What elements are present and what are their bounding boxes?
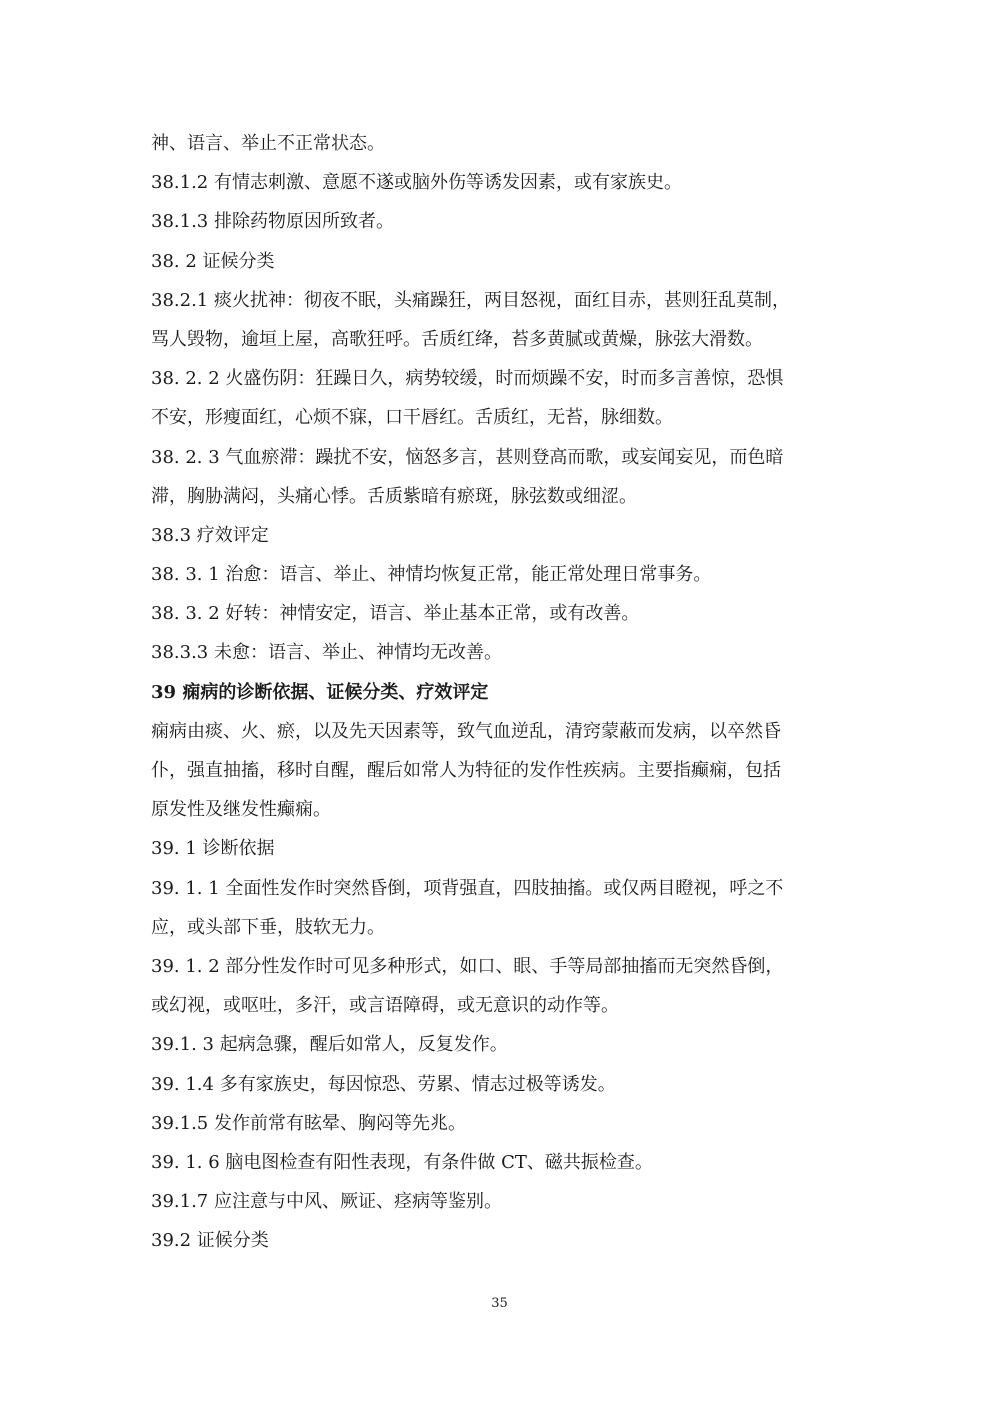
text-line: 38.1.3 排除药物原因所致者。 [151,211,394,233]
text-line: 38.3.3 未愈：语言、举止、神情均无改善。 [151,642,502,664]
text-line: 原发性及继发性癫痫。 [151,799,331,821]
text-line: 滞，胸胁满闷，头痛心悸。舌质紫暗有瘀斑，脉弦数或细涩。 [151,485,637,507]
text-line: 38.1.2 有情志刺激、意愿不遂或脑外伤等诱发因素，或有家族史。 [151,172,682,194]
body-text [151,124,851,1260]
text-line: 仆，强直抽搐，移时自醒，醒后如常人为特征的发作性疾病。主要指癫痫，包括 [151,760,781,781]
text-line: 39.2 证候分类 [151,1230,269,1252]
page-number: 35 [491,1296,508,1311]
text-line: 38.2.1 痰火扰神：彻夜不眠，头痛躁狂，两目怒视，面红目赤，甚则狂乱莫制， [151,289,790,311]
text-line: 39. 1 诊断依据 [151,838,275,860]
text-line: 39.1. 3 起病急骤，醒后如常人，反复发作。 [151,1034,508,1056]
section-heading: 39 痫病的诊断依据、证候分类、疗效评定 [151,681,489,703]
text-line: 38. 2. 2 火盛伤阴：狂躁日久，病势较缓，时而烦躁不安，时而多言善惊，恐惧 [151,368,784,390]
text-line: 39. 1. 1 全面性发作时突然昏倒，项背强直，四肢抽搐。或仅两目瞪视，呼之不 [151,877,784,899]
text-line: 39.1.7 应注意与中风、厥证、痉病等鉴别。 [151,1191,502,1213]
text-line: 38. 3. 1 治愈：语言、举止、神情均恢复正常，能正常处理日常事务。 [151,564,712,586]
text-line: 骂人毁物，逾垣上屋，高歌狂呼。舌质红绛，苔多黄腻或黄燥，脉弦大滑数。 [151,328,763,350]
text-line: 应，或头部下垂，肢软无力。 [151,916,385,938]
text-line: 38.3 疗效评定 [151,524,269,546]
text-line: 痫病由痰、火、瘀，以及先天因素等，致气血逆乱，清窍蒙蔽而发病，以卒然昏 [151,720,781,742]
text-line: 39.1.5 发作前常有眩晕、胸闷等先兆。 [151,1112,466,1134]
text-line: 39. 1.4 多有家族史，每因惊恐、劳累、情志过极等诱发。 [151,1073,616,1095]
text-line: 39. 1. 6 脑电图检查有阳性表现，有条件做 CT、磁共振检查。 [151,1151,653,1173]
text-line: 38. 2. 3 气血瘀滞：躁扰不安，恼怒多言，甚则登高而歌，或妄闻妄见，而色暗 [151,446,784,468]
text-line: 38. 3. 2 好转：神情安定，语言、举止基本正常，或有改善。 [151,603,640,625]
text-line: 不安，形瘦面红，心烦不寐，口干唇红。舌质红，无苔，脉细数。 [151,407,673,429]
text-line: 39. 1. 2 部分性发作时可见多种形式，如口、眼、手等局部抽搐而无突然昏倒， [151,955,784,977]
text-line: 或幻视，或呕吐，多汗，或言语障碍，或无意识的动作等。 [151,995,619,1017]
text-line: 神、语言、举止不正常状态。 [151,133,385,154]
text-line: 38. 2 证候分类 [151,250,275,272]
